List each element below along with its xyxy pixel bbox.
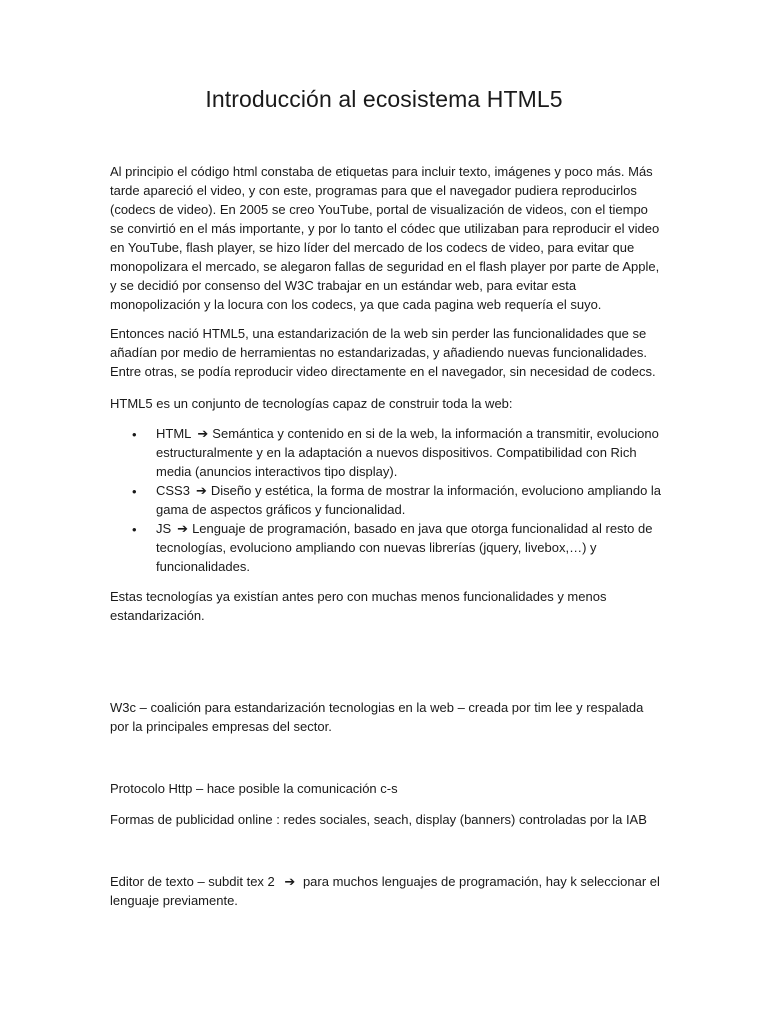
editor-text-end: para muchos lenguajes de programación, hay k seleccionar el lenguaje previamente.	[110, 874, 660, 908]
list-item-html	[110, 424, 662, 481]
arrow-right-icon: ➔	[197, 426, 209, 441]
paragraph-advertising: Formas de publicidad online : redes sociales, seach, display (banners) controladas por la IAB	[110, 812, 647, 827]
list-item-text: Semántica y contenido en si de la web, la información a transmitir, evoluciono estructuralmente y en la adaptación a nuevos dispositivos. Compatibilidad con Rich media (anuncios interactivos tipo display).	[156, 426, 659, 479]
arrow-right-icon: ➔	[284, 874, 296, 889]
arrow-right-icon: ➔	[195, 483, 207, 498]
bullet-icon: •	[132, 484, 137, 499]
paragraph-w3c: W3c – coalición para estandarización tecnologias en la web – creada por tim lee y respalada por la principales empresas del sector.	[110, 700, 644, 734]
list-item-css3	[110, 481, 662, 519]
technology-list	[110, 424, 662, 576]
paragraph-editor	[110, 872, 662, 910]
bullet-icon: •	[132, 522, 137, 537]
list-item-text: Diseño y estética, la forma de mostrar la información, evoluciono ampliando la gama de aspectos gráficos y funcionalidad.	[156, 483, 662, 517]
paragraph-existing-tech: Estas tecnologías ya existían antes pero con muchas menos funcionalidades y menos estandarización.	[110, 589, 607, 623]
paragraph-html5: Entonces nació HTML5, una estandarización de la web sin perder las funcionalidades que se añadían por medio de herramientas no estandarizadas, y añadiendo nuevas funcionalidades. Entre otras, se podía reproducir video directamente en el navegador, sin necesidad de codecs.	[110, 326, 656, 379]
list-item-term: HTML	[156, 426, 192, 441]
list-item-term: CSS3	[156, 483, 190, 498]
paragraph-intro: Al principio el código html constaba de etiquetas para incluir texto, imágenes y poco más. Más tarde apareció el video, y con este, programas para que el navegador pudiera reproducirlos (codecs de video). En 2005 se creo YouTube, portal de visualización de videos, con el tiempo se convirtió en el más importante, y por lo tanto el códec que utilizaban para reproducir el video en YouTube, flash player, se hizo líder del mercado de los codecs de video, para evitar que monopolizara el mercado, se alegaron fallas de seguridad en el flash player por parte de Apple, y se decidió por consenso del W3C trabajar en un estándar web, para evitar esta monopolización y la locura con los codecs, ya que cada pagina web requería el suyo.	[110, 164, 660, 312]
paragraph-technologies: HTML5 es un conjunto de tecnologías capaz de construir toda la web:	[110, 396, 513, 411]
list-item-js	[110, 519, 662, 576]
paragraph-http: Protocolo Http – hace posible la comunicación c-s	[110, 781, 398, 796]
arrow-right-icon: ➔	[177, 521, 189, 536]
list-item-text: Lenguaje de programación, basado en java que otorga funcionalidad al resto de tecnologías, evoluciono ampliando con nuevas librerías (jquery, livebox,…) y funcionalidades.	[156, 521, 653, 574]
page-title: Introducción al ecosistema HTML5	[205, 86, 563, 112]
editor-text-start: Editor de texto – subdit tex 2	[110, 874, 275, 889]
bullet-icon: •	[132, 427, 137, 442]
list-item-term: JS	[156, 521, 172, 536]
